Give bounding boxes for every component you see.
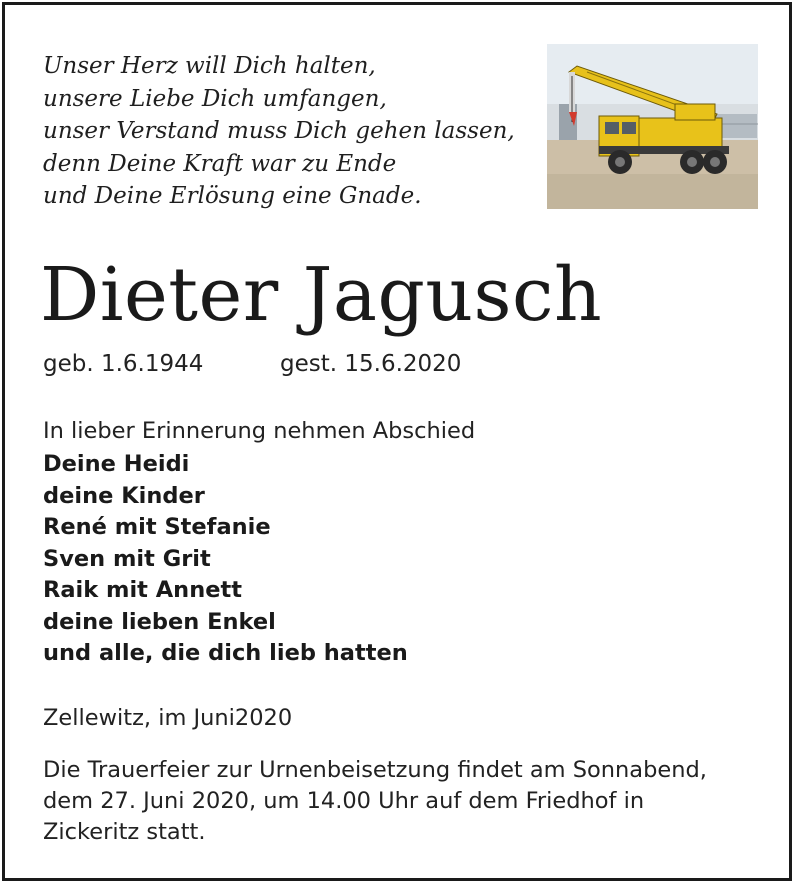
mourner-entry: und alle, die dich lieb hatten <box>43 640 408 666</box>
notice-line: Die Trauerfeier zur Urnenbeisetzung findet am Sonnabend, <box>43 757 707 783</box>
poem-line: unsere Liebe Dich umfangen, <box>43 85 387 112</box>
birth-date: geb. 1.6.1944 <box>43 351 204 377</box>
mourner-entry: deine Kinder <box>43 482 205 509</box>
notice-line: Zickeritz statt. <box>43 819 206 845</box>
crane-truck-image <box>547 44 758 209</box>
poem-line: denn Deine Kraft war zu Ende <box>43 150 397 177</box>
mourner-entry: René mit Stefanie <box>43 514 271 540</box>
mourner-entry: Sven mit Grit <box>43 545 211 572</box>
poem-line: Unser Herz will Dich halten, <box>43 53 376 79</box>
mourners-list <box>43 449 408 670</box>
place-and-date: Zellewitz, im Juni2020 <box>43 705 293 731</box>
deceased-name: Dieter Jagusch <box>40 252 603 338</box>
poem-line: und Deine Erlösung eine Gnade. <box>43 183 422 209</box>
mourner-entry: Raik mit Annett <box>43 577 242 603</box>
funeral-service-notice <box>43 755 763 848</box>
mourner-entry: deine lieben Enkel <box>43 608 276 635</box>
crane-truck-photo <box>547 44 758 209</box>
mourner-entry: Deine Heidi <box>43 451 190 477</box>
death-date: gest. 15.6.2020 <box>280 351 462 377</box>
poem-line: unser Verstand muss Dich gehen lassen, <box>43 118 515 144</box>
farewell-intro: In lieber Erinnerung nehmen Abschied <box>43 418 476 444</box>
notice-line: dem 27. Juni 2020, um 14.00 Uhr auf dem Friedhof in <box>43 788 645 814</box>
memorial-poem <box>43 50 515 213</box>
